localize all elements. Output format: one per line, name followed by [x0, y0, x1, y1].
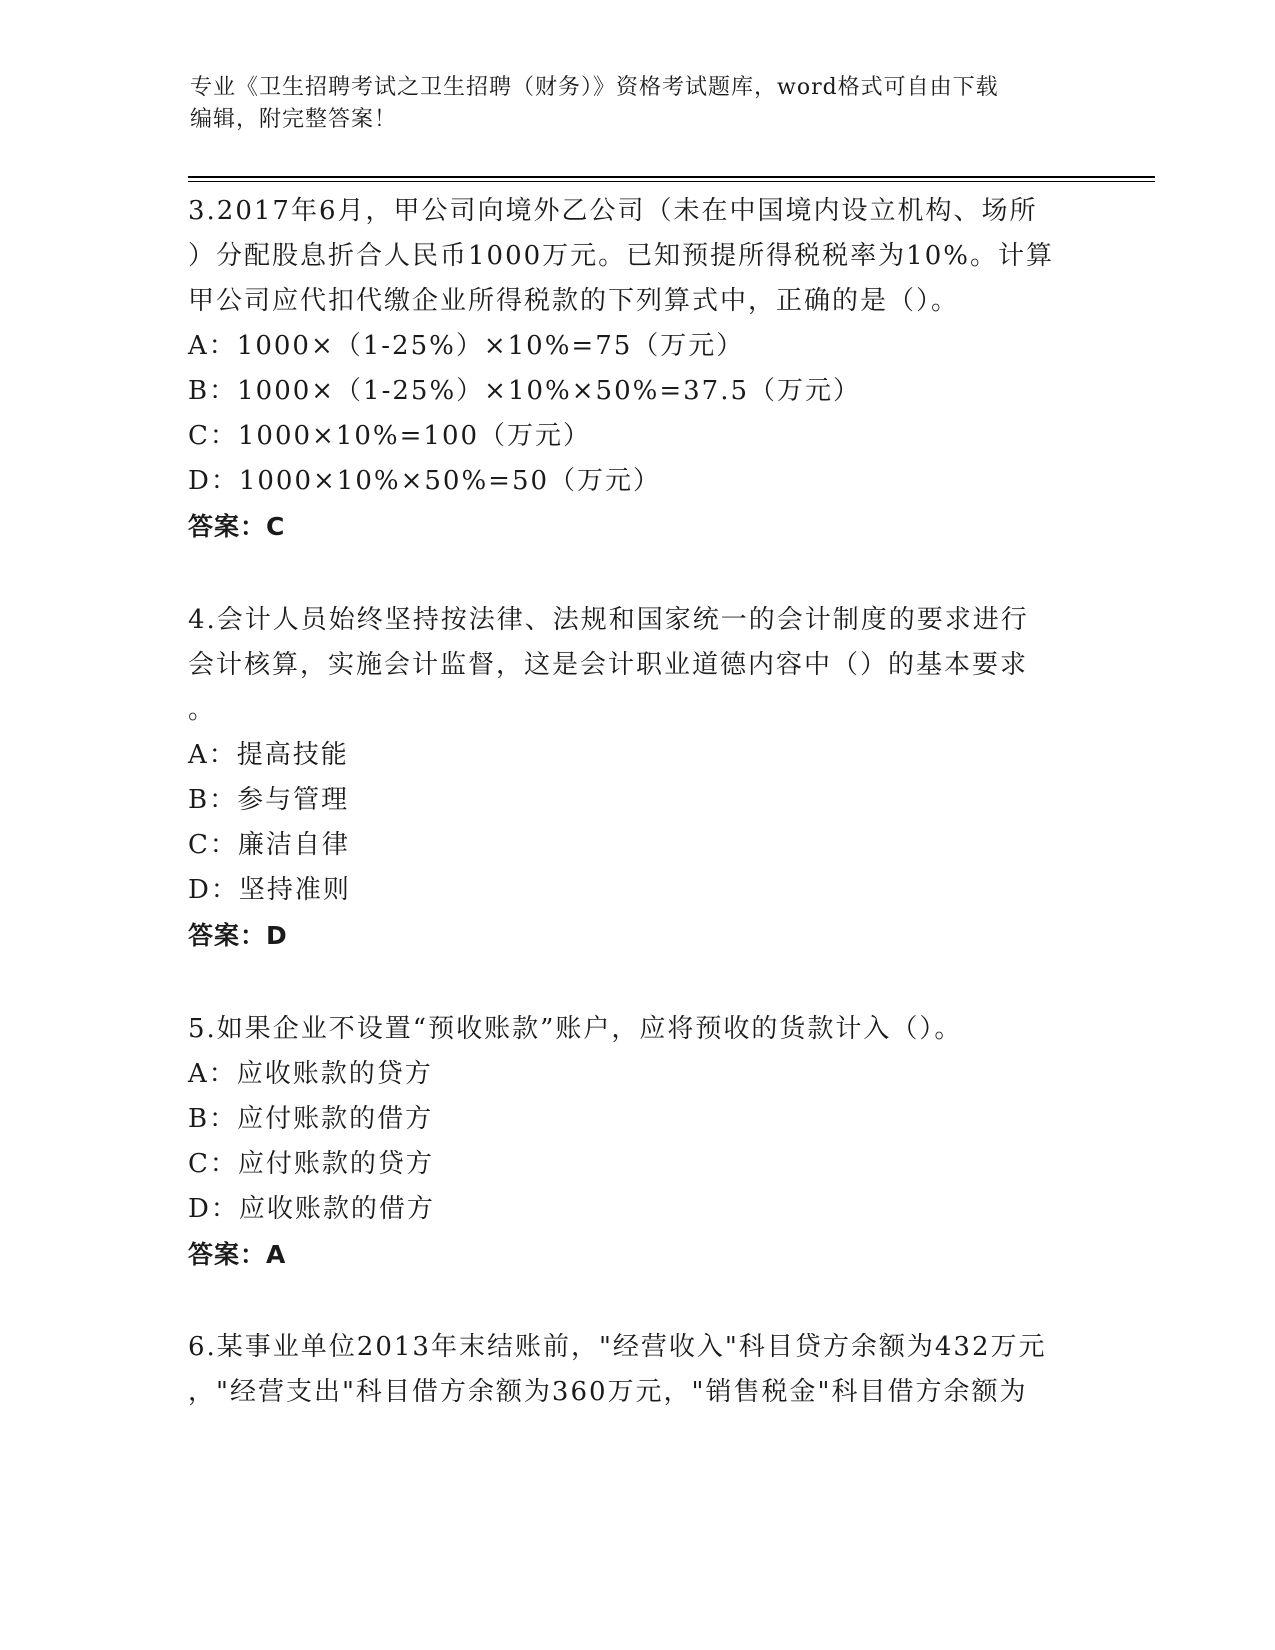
option-a: A：提高技能 [188, 740, 349, 770]
question-5 [188, 1007, 1068, 1277]
question-stem-line: 会计核算，实施会计监督，这是会计职业道德内容中（）的基本要求 [188, 650, 1029, 680]
question-stem-line: 5.如果企业不设置“预收账款”账户，应将预收的货款计入（）。 [188, 1014, 963, 1044]
question-3 [188, 189, 1068, 549]
option-d: D：1000×10%×50%=50（万元） [188, 466, 662, 496]
question-stem-line: 甲公司应代扣代缴企业所得税款的下列算式中，正确的是（）。 [188, 286, 960, 316]
question-stem-line: 6.某事业单位2013年末结账前，"经营收入"科目贷方余额为432万元 [188, 1332, 1047, 1362]
option-c: C：廉洁自律 [188, 830, 350, 860]
question-6 [188, 1325, 1068, 1415]
option-a: A：应收账款的贷方 [188, 1059, 433, 1089]
answer: 答案：C [188, 512, 286, 541]
document-header [190, 72, 1070, 136]
question-stem-line: ，"经营支出"科目借方余额为360万元，"销售税金"科目借方余额为 [188, 1377, 1028, 1407]
option-b: B：应付账款的借方 [188, 1104, 434, 1134]
option-b: B：参与管理 [188, 785, 350, 815]
header-line-1: 专业《卫生招聘考试之卫生招聘（财务）》资格考试题库，word格式可自由下载 [190, 75, 999, 100]
answer: 答案：A [188, 1240, 287, 1269]
option-d: D：应收账款的借方 [188, 1194, 435, 1224]
question-stem-line: ）分配股息折合人民币1000万元。已知预提所得税税率为10%。计算 [188, 241, 1054, 271]
header-line-2: 编辑，附完整答案！ [190, 107, 398, 132]
question-stem-line: 。 [188, 695, 217, 725]
option-d: D：坚持准则 [188, 875, 351, 905]
option-b: B：1000×（1-25%）×10%×50%=37.5（万元） [188, 376, 862, 406]
option-a: A：1000×（1-25%）×10%=75（万元） [188, 331, 745, 361]
header-divider-bottom [188, 181, 1155, 182]
option-c: C：1000×10%=100（万元） [188, 421, 592, 451]
answer: 答案：D [188, 921, 288, 950]
option-c: C：应付账款的贷方 [188, 1149, 434, 1179]
question-stem-line: 4.会计人员始终坚持按法律、法规和国家统一的会计制度的要求进行 [188, 605, 1029, 635]
question-stem-line: 3.2017年6月，甲公司向境外乙公司（未在中国境内设立机构、场所 [188, 196, 1038, 226]
header-divider-top [188, 176, 1155, 178]
question-4 [188, 598, 1068, 958]
